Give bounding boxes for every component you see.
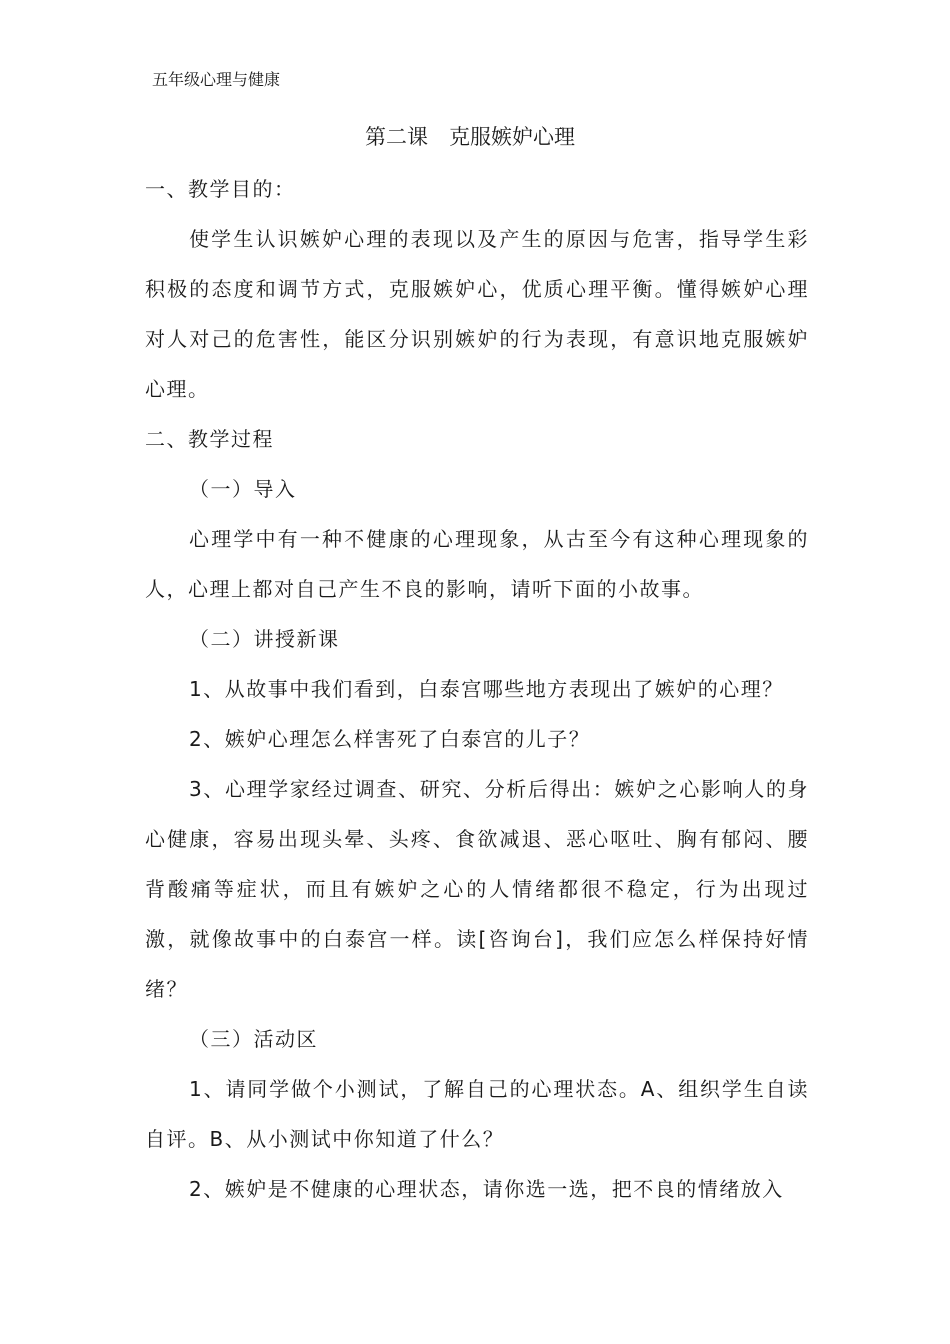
intro-paragraph: 心理学中有一种不健康的心理现象，从古至今有这种心理现象的人，心理上都对自己产生不良的影响，请听下面的小故事。	[145, 527, 809, 601]
lesson-title: 第二课 克服嫉妒心理	[365, 125, 575, 149]
document-body	[145, 164, 809, 1214]
lesson-item-2: 2、嫉妒心理怎么样害死了白泰宫的儿子？	[189, 727, 591, 751]
subheading-lesson: （二）讲授新课	[189, 627, 340, 651]
goals-paragraph: 使学生认识嫉妒心理的表现以及产生的原因与危害，指导学生彩积极的态度和调节方式，克服嫉妒心，优质心理平衡。懂得嫉妒心理对人对己的危害性，能区分识别嫉妒的行为表现，有意识地克服嫉妒心理。	[145, 227, 809, 401]
section-heading-goals: 一、教学目的：	[145, 177, 296, 201]
activity-item-2: 2、嫉妒是不健康的心理状态，请你选一选，把不良的情绪放入	[189, 1177, 784, 1201]
lesson-item-3: 3、心理学家经过调查、研究、分析后得出：嫉妒之心影响人的身心健康，容易出现头晕、头疼、食欲减退、恶心呕吐、胸有郁闷、腰背酸痛等症状，而且有嫉妒之心的人情绪都很不稳定，行为出现过激，就像故事中的白泰宫一样。读[咨询台]，我们应怎么样保持好情绪？	[145, 777, 809, 1001]
lesson-item-1: 1、从故事中我们看到，白泰宫哪些地方表现出了嫉妒的心理？	[189, 677, 784, 701]
course-header: 五年级心理与健康	[152, 70, 281, 89]
section-heading-process: 二、教学过程	[145, 427, 274, 451]
subheading-intro: （一）导入	[189, 477, 297, 501]
activity-item-1: 1、请同学做个小测试，了解自己的心理状态。A、组织学生自读自评。B、从小测试中你知道了什么？	[145, 1077, 809, 1151]
subheading-activity: （三）活动区	[189, 1027, 318, 1051]
